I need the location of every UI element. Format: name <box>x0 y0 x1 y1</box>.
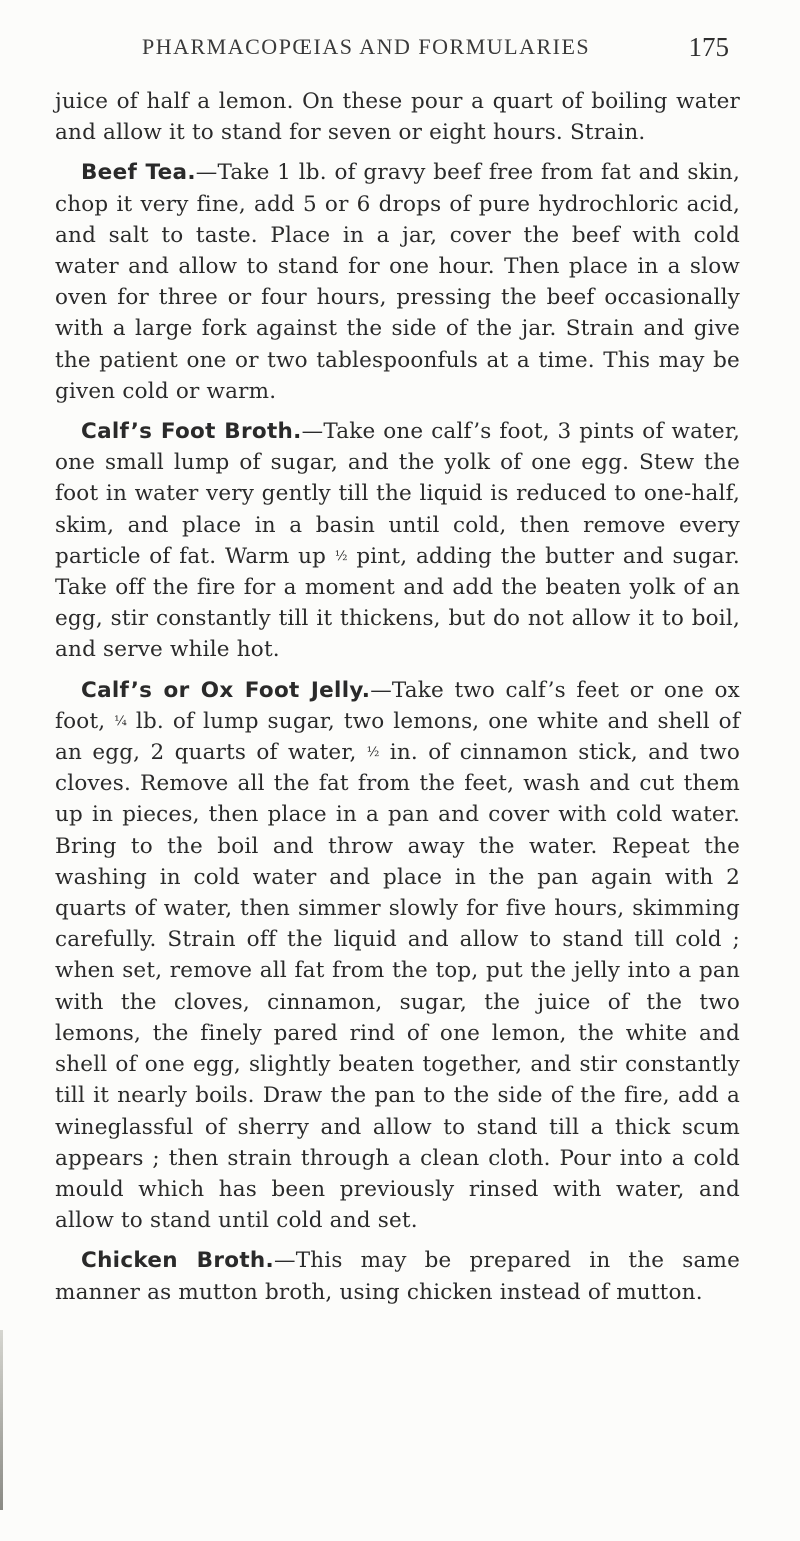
recipe-beef-tea <box>55 157 740 407</box>
fraction: ½ <box>334 548 348 564</box>
page-edge-shadow <box>0 1330 3 1510</box>
running-head <box>0 34 800 64</box>
recipe-text: —Take two calf’s feet or one ox foot, <box>55 677 741 734</box>
recipe-calfs-foot-broth <box>55 416 740 666</box>
recipe-heading: Beef Tea. <box>81 160 196 186</box>
fraction: ¼ <box>114 713 128 729</box>
recipe-text: —Take 1 lb. of gravy beef free from fat and skin, chop it very fine, add 5 or 6 drops of pure hydrochloric acid, and salt to taste. Place in a jar, cover the beef with cold water and allow to stand for one hour. Then place in a slow oven for three or four hours, pressing the beef occasionally with a large fork against the side of the jar. Strain and give the patient one or two tablespoonfuls at a time. This may be given cold or warm. <box>55 160 740 404</box>
recipe-heading: Chicken Broth. <box>81 1248 274 1274</box>
recipe-text: in. of cinnamon stick, and two cloves. Remove all the fat from the feet, wash and cut them up in pieces, then place in a pan and cover with cold water. Bring to the boil and throw away the water. Repeat the washing in cold water and place in the pan again with 2 quarts of water, then simmer slowly for five hours, skimming carefully. Strain off the liquid and allow to stand till cold ; when set, remove all fat from the top, put the jelly into a pan with the cloves, cinnamon, sugar, the juice of the two lemons, the finely pared rind of one lemon, the white and shell of one egg, slightly beaten together, and stir constantly till it nearly boils. Draw the pan to the side of the fire, add a wineglassful of sherry and allow to stand till a thick scum appears ; then strain through a clean cloth. Pour into a cold mould which has been previously rinsed with water, and allow to stand until cold and set. <box>55 740 740 1234</box>
recipe-foot-jelly <box>55 675 740 1237</box>
recipe-heading: Calf’s Foot Broth. <box>81 419 302 445</box>
page-number: 175 <box>688 32 729 62</box>
running-title: PHARMACOPŒIAS AND FORMULARIES <box>142 34 591 59</box>
recipe-text: pint, adding the butter and sugar. Take off the fire for a moment and add the beaten yolk of an egg, stir constantly till it thickens, but do not allow it to boil, and serve while hot. <box>55 543 740 663</box>
recipe-text: lb. of lump sugar, two lemons, one white and shell of an egg, 2 quarts of water, <box>55 708 740 766</box>
fraction: ½ <box>366 745 380 761</box>
body-text <box>55 86 740 1317</box>
recipe-text: —This may be prepared in the same manner as mutton broth, using chicken instead of mutton. <box>55 1248 740 1305</box>
recipe-heading: Calf’s or Ox Foot Jelly. <box>81 677 371 703</box>
recipe-text: —Take one calf’s foot, 3 pints of water, one small lump of sugar, and the yolk of one egg. Stew the foot in water very gently till the liquid is reduced to one-half, skim, and place in a basin until cold, then remove every particle of fat. Warm up <box>55 419 740 569</box>
recipe-chicken-broth <box>55 1245 740 1307</box>
continuation-paragraph: juice of half a lemon. On these pour a quart of boiling water and allow it to stand for seven or eight hours. Strain. <box>55 89 740 146</box>
